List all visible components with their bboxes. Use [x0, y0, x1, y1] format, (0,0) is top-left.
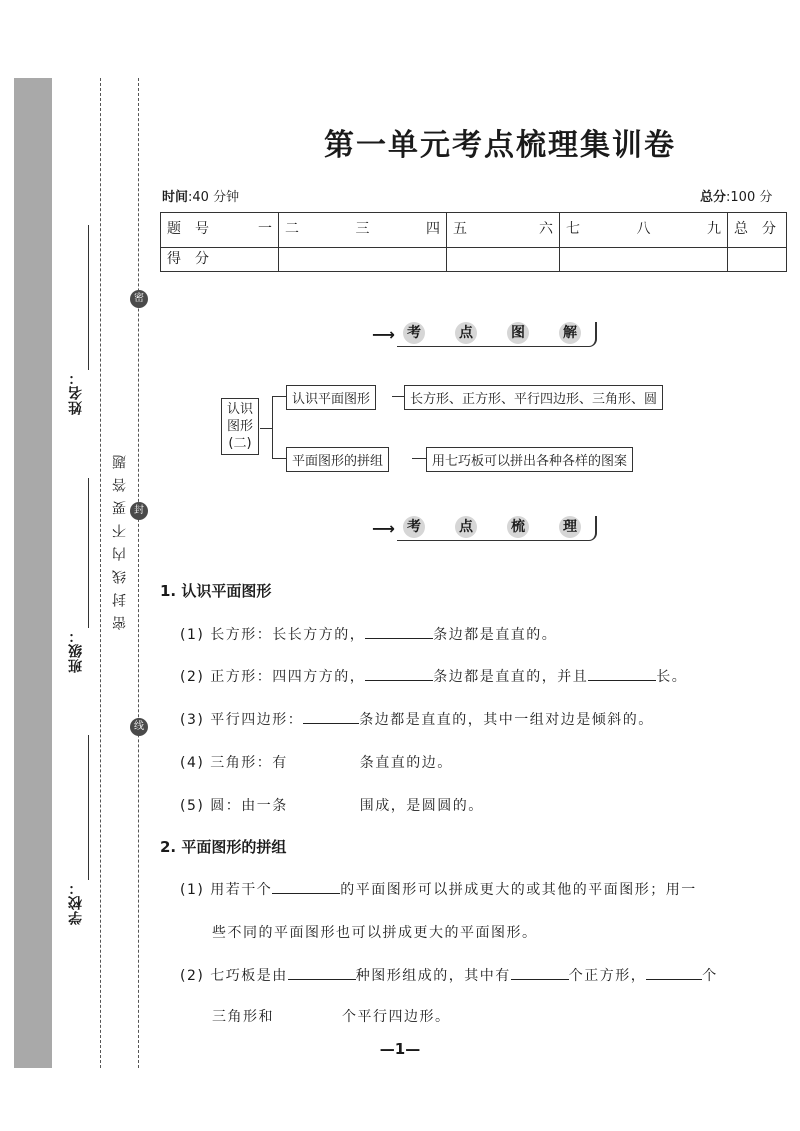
answer-blank[interactable] — [588, 666, 656, 681]
question-8: 八 — [636, 221, 651, 237]
question-item-cont: 些不同的平面图形也可以拼成更大的平面图形。 — [212, 925, 538, 941]
root-line: (二) — [228, 436, 252, 451]
banner-char: 点 — [455, 516, 477, 538]
connector — [412, 458, 426, 459]
question-text: (4) 三角形：有 — [180, 755, 288, 771]
root-line: 图形 — [226, 419, 253, 434]
question-text: (1) 长方形：长长方方的， — [180, 627, 366, 643]
branch-plane-shapes: 认识平面图形 — [286, 385, 376, 410]
class-label: 班级： — [68, 628, 84, 673]
question-5: 五 — [453, 221, 467, 237]
question-9: 九 — [707, 221, 721, 237]
concept-root — [221, 398, 259, 455]
banner-diagram — [372, 322, 597, 347]
score-label: 得 分 — [167, 251, 209, 268]
banner-review — [372, 516, 597, 541]
binding-strip — [14, 78, 52, 1068]
section-heading: 2. 平面图形的拼组 — [160, 838, 287, 856]
name-label: 姓名： — [68, 370, 84, 415]
question-3: 三 — [355, 221, 370, 237]
question-text: 种图形组成的，其中有 — [355, 968, 511, 984]
question-item-cont — [212, 1006, 451, 1026]
question-item — [180, 795, 484, 815]
question-text: 长。 — [656, 669, 688, 685]
answer-blank[interactable] — [365, 624, 433, 639]
question-text: (3) 平行四边形： — [180, 712, 304, 728]
branch-combination-detail: 用七巧板可以拼出各种各样的图案 — [426, 447, 633, 472]
question-text: 个 — [702, 968, 718, 984]
root-line: 认识 — [226, 402, 253, 417]
score-header-cell — [728, 213, 787, 248]
question-text: 条边都是直直的，并且 — [433, 669, 589, 685]
question-text: (5) 圆：由一条 — [180, 798, 288, 814]
time-info — [162, 186, 239, 205]
time-label: 时间 — [162, 190, 189, 205]
question-text: 三角形和 — [212, 1009, 274, 1025]
branch-plane-shapes-detail: 长方形、正方形、平行四边形、三角形、圆 — [404, 385, 663, 410]
question-item — [180, 965, 718, 985]
question-item — [180, 879, 697, 899]
answer-blank[interactable] — [365, 666, 433, 681]
banner-char: 解 — [559, 322, 581, 344]
arrow-icon: ⟶ — [372, 325, 395, 344]
seal-circle-xian: 线 — [130, 718, 148, 736]
banner-char: 考 — [403, 322, 425, 344]
score-cell[interactable] — [279, 248, 447, 272]
question-text: 围成，是圆圆的。 — [359, 798, 484, 814]
question-text: (2) 七巧板是由 — [180, 968, 288, 984]
class-field[interactable] — [88, 478, 89, 628]
question-1: 一 — [258, 221, 272, 237]
question-text: 个平行四边形。 — [342, 1009, 451, 1025]
question-7: 七 — [566, 221, 580, 237]
page-title: 第一单元考点梳理集训卷 — [324, 128, 676, 163]
question-6: 六 — [539, 221, 553, 237]
school-field[interactable] — [88, 735, 89, 880]
section-heading: 1. 认识平面图形 — [160, 582, 272, 600]
score-table — [160, 212, 787, 272]
question-text: 条边都是直直的，其中一组对边是倾斜的。 — [359, 712, 654, 728]
page-number: —1— — [379, 1040, 421, 1058]
seal-circle-mi: 密 — [130, 290, 148, 308]
connector — [272, 396, 273, 458]
score-header-cell — [560, 213, 728, 248]
name-field[interactable] — [88, 225, 89, 370]
score-cell[interactable] — [728, 248, 787, 272]
score-header-cell — [447, 213, 560, 248]
score-header-cell — [279, 213, 447, 248]
branch-combination: 平面图形的拼组 — [286, 447, 389, 472]
seal-warning: 密封线内不要答题 — [112, 446, 128, 630]
total-info — [700, 186, 772, 205]
question-text: 条直直的边。 — [359, 755, 453, 771]
school-label: 学校： — [68, 880, 84, 925]
score-header-cell — [161, 213, 279, 248]
connector — [272, 396, 286, 397]
question-text: (1) 用若干个 — [180, 882, 273, 898]
banner-char: 点 — [455, 322, 477, 344]
answer-blank[interactable] — [511, 965, 569, 980]
question-text: (2) 正方形：四四方方的， — [180, 669, 366, 685]
total-label: 总分 — [700, 190, 727, 205]
question-text: 个正方形， — [568, 968, 647, 984]
time-value: :40 分钟 — [188, 190, 240, 205]
cut-line-outer — [100, 78, 101, 1068]
seal-circle-feng: 封 — [130, 502, 148, 520]
answer-blank[interactable] — [646, 965, 702, 980]
banner-char: 图 — [507, 322, 529, 344]
arrow-icon: ⟶ — [372, 519, 395, 538]
score-row-label — [161, 248, 279, 272]
total-score-label: 总 分 — [734, 221, 776, 237]
banner-char: 梳 — [507, 516, 529, 538]
score-cell[interactable] — [447, 248, 560, 272]
banner-char: 考 — [403, 516, 425, 538]
question-text: 的平面图形可以拼成更大的或其他的平面图形；用一 — [340, 882, 697, 898]
question-4: 四 — [426, 221, 440, 237]
question-item — [180, 709, 654, 729]
total-value: :100 分 — [726, 190, 773, 205]
score-cell[interactable] — [560, 248, 728, 272]
connector — [260, 428, 272, 429]
question-2: 二 — [285, 221, 299, 237]
connector — [272, 458, 286, 459]
answer-blank[interactable] — [272, 879, 340, 894]
question-item — [180, 666, 687, 686]
question-text: 条边都是直直的。 — [433, 627, 558, 643]
banner-char: 理 — [559, 516, 581, 538]
question-item — [180, 624, 557, 644]
answer-blank[interactable] — [288, 965, 356, 980]
question-number-label: 题 号 — [167, 221, 209, 237]
connector — [392, 396, 404, 397]
answer-blank[interactable] — [303, 709, 359, 724]
question-item — [180, 752, 453, 772]
cut-line-inner — [138, 78, 139, 1068]
